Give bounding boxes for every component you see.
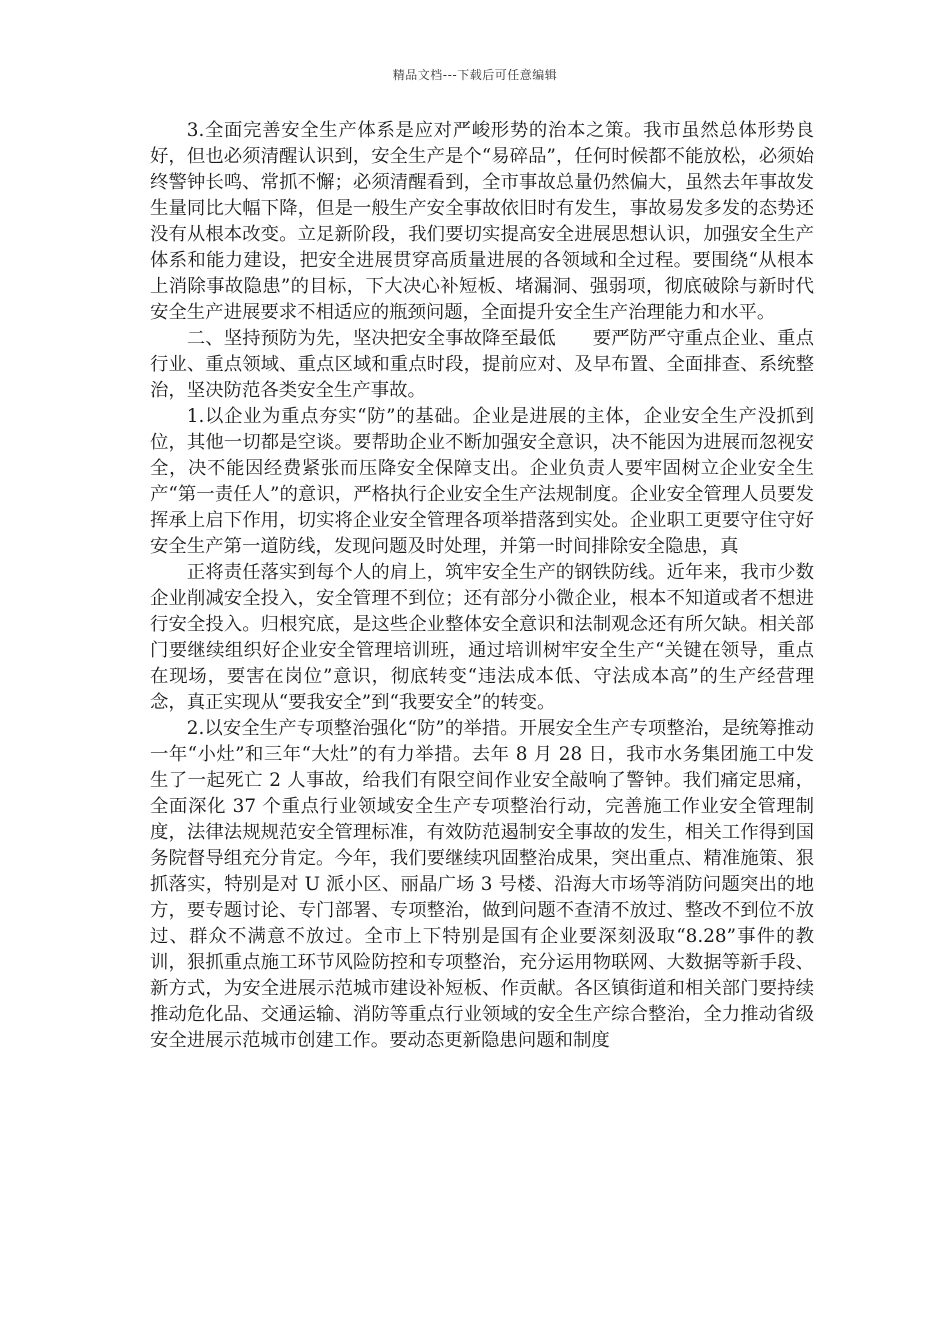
paragraph-prevention-heading: 二、坚持预防为先，坚决把安全事故降至最低 要严防严守重点企业、重点行业、重点领域、重点区域和重点时段，提前应对、及早布置、全面排查、系统整治，坚决防范各类安全生产事故。	[150, 328, 814, 401]
paragraph-enterprise-focus: 1.以企业为重点夯实“防”的基础。企业是进展的主体，企业安全生产没抓到位，其他一切都是空谈。要帮助企业不断加强安全意识，决不能因为进展而忽视安全，决不能因经费紧张而压降安全保障支出。企业负责人要牢固树立企业安全生产“第一责任人”的意识，严格执行企业安全生产法规制度。企业安全管理人员要发挥承上启下作用，切实将企业安全管理各项举措落到实处。企业职工更要守住守好安全生产第一道防线，发现问题及时处理，并第一时间排除安全隐患，真	[150, 406, 814, 557]
paragraph-responsibility: 正将责任落实到每个人的肩上，筑牢安全生产的钢铁防线。近年来，我市少数企业削减安全投入，安全管理不到位；还有部分小微企业，根本不知道或者不想进行安全投入。归根究底，是这些企业整体安全意识和法制观念还有所欠缺。相关部门要继续组织好企业安全管理培训班，通过培训树牢安全生产“关键在领导，重点在现场，要害在岗位”意识，彻底转变“违法成本低、守法成本高”的生产经营理念，真正实现从“要我安全”到“我要安全”的转变。	[150, 562, 814, 713]
paragraph-safety-system: 3.全面完善安全生产体系是应对严峻形势的治本之策。我市虽然总体形势良好，但也必须清醒认识到，安全生产是个“易碎品”，任何时候都不能放松，必须始终警钟长鸣、常抓不懈；必须清醒看到，全市事故总量仍然偏大，虽然去年事故发生量同比大幅下降，但是一般生产安全事故依旧时有发生，事故易发多发的态势还没有从根本改变。立足新阶段，我们要切实提高安全进展思想认识，加强安全生产体系和能力建设，把安全进展贯穿高质量进展的各领域和全过程。要围绕“从根本上消除事故隐患”的目标，下大决心补短板、堵漏洞、强弱项，彻底破除与新时代安全生产进展要求不相适应的瓶颈问题，全面提升安全生产治理能力和水平。	[150, 120, 814, 323]
page-header: 精品文档---下载后可任意编辑	[392, 68, 558, 82]
paragraph-special-rectification: 2.以安全生产专项整治强化“防”的举措。开展安全生产专项整治，是统筹推动一年“小灶”和三年“大灶”的有力举措。去年 8 月 28 日，我市水务集团施工中发生了一起死亡 2 人事故，给我们有限空间作业安全敲响了警钟。我们痛定思痛，全面深化 37 个重点行业领域安全生产专项整治行动，完善施工作业安全管理制度，法律法规规范安全管理标准，有效防范遏制安全事故的发生，相关工作得到国务院督导组充分肯定。今年，我们要继续巩固整治成果，突出重点、精准施策、狠抓落实，特别是对 U 派小区、丽晶广场 3 号楼、沿海大市场等消防问题突出的地方，要专题讨论、专门部署、专项整治，做到问题不查清不放过、整改不到位不放过、群众不满意不放过。全市上下特别是国有企业要深刻汲取“8.28”事件的教训，狠抓重点施工环节风险防控和专项整治，充分运用物联网、大数据等新手段、新方式，为安全进展示范城市建设补短板、作贡献。各区镇街道和相关部门要持续推动危化品、交通运输、消防等重点行业领域的安全生产综合整治，全力推动省级安全进展示范城市创建工作。要动态更新隐患问题和制度	[150, 718, 814, 1051]
document-body	[150, 118, 814, 1054]
